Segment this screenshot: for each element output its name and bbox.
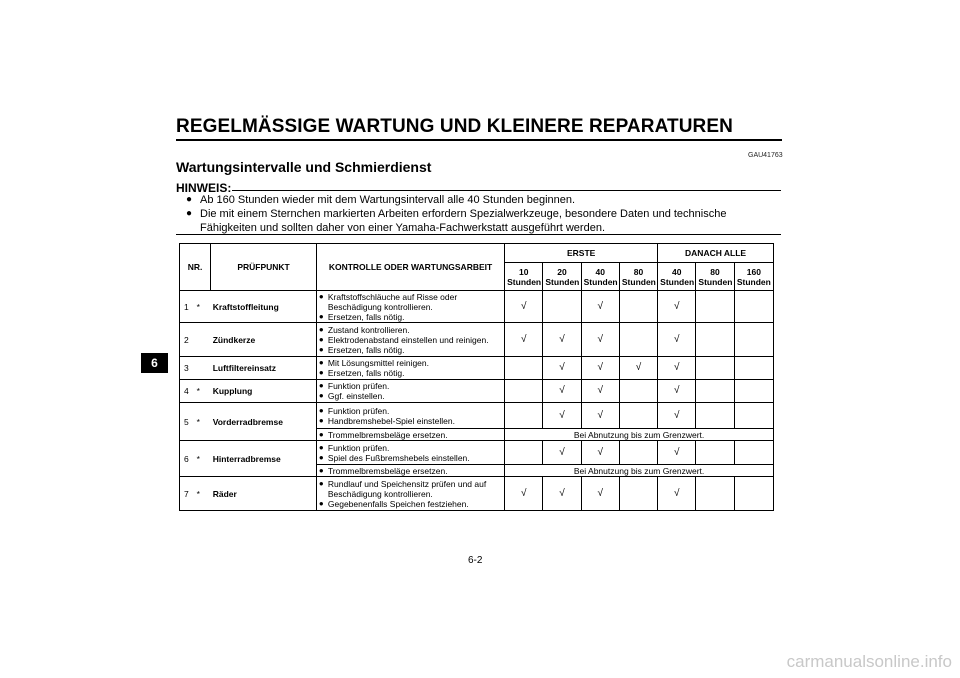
- action-item: [319, 335, 502, 345]
- action-text: Kraftstoffschläuche auf Risse oder Beschädigung kontrollieren.: [327, 291, 458, 312]
- check-mark: √: [581, 477, 619, 511]
- action-text: Elektrodenabstand einstellen und reinigen.: [327, 334, 489, 345]
- empty-cell: [619, 380, 657, 403]
- action-item: [319, 416, 502, 426]
- action-item: [319, 479, 502, 499]
- check-mark: √: [543, 357, 581, 380]
- interval-header: 80 Stunden: [619, 263, 657, 291]
- check-item: Zündkerze: [211, 323, 317, 357]
- action-text: Rundlauf und Speichensitz prüfen und auf Beschädigung kontrollieren.: [327, 478, 487, 499]
- action-text: Ersetzen, falls nötig.: [327, 368, 405, 378]
- check-mark: √: [581, 441, 619, 465]
- action-text: Spiel des Fußbremshebels einstellen.: [327, 452, 470, 463]
- special-tool-star: *: [197, 291, 211, 323]
- bullet-icon: ●: [318, 478, 324, 488]
- special-tool-star: [197, 323, 211, 357]
- check-mark: √: [658, 380, 696, 403]
- maintenance-table: [179, 243, 774, 511]
- interval-header: 160 Stunden: [734, 263, 773, 291]
- check-mark: √: [658, 291, 696, 323]
- bullet-icon: ●: [318, 429, 324, 439]
- check-mark: √: [543, 380, 581, 403]
- row-number: 3: [180, 357, 197, 380]
- empty-cell: [734, 380, 773, 403]
- action-text: Ersetzen, falls nötig.: [327, 344, 405, 355]
- action-text: Trommelbremsbeläge ersetzen.: [327, 465, 448, 476]
- check-mark: √: [658, 441, 696, 465]
- action-item: [319, 406, 502, 416]
- table-row: [180, 380, 774, 403]
- empty-cell: [696, 380, 734, 403]
- empty-cell: [734, 477, 773, 511]
- check-mark: √: [581, 357, 619, 380]
- bullet-icon: ●: [318, 465, 324, 475]
- check-item: Hinterradbremse: [211, 441, 317, 477]
- header-first: ERSTE: [505, 244, 658, 263]
- empty-cell: [734, 323, 773, 357]
- action-item: [319, 466, 502, 476]
- empty-cell: [505, 403, 543, 429]
- action-text: Funktion prüfen.: [327, 442, 390, 453]
- action-text: Mit Lösungsmittel reinigen.: [327, 358, 429, 368]
- table-row: [180, 403, 774, 429]
- note-text: Die mit einem Sternchen markierten Arbeiten erfordern Spezialwerkzeuge, besondere Daten und technische Fähigkeiten und sollten daher von einer Yamaha-Fachwerkstatt ausgeführt werden.: [200, 208, 727, 234]
- bullet-icon: ●: [318, 391, 324, 400]
- action-item: [319, 312, 502, 322]
- empty-cell: [734, 403, 773, 429]
- bullet-icon: ●: [318, 334, 324, 344]
- action-cell: [316, 291, 504, 323]
- check-item: Räder: [211, 477, 317, 511]
- table-body: [180, 291, 774, 511]
- bullet-icon: ●: [186, 208, 193, 219]
- action-text: Handbremshebel-Spiel einstellen.: [327, 415, 455, 426]
- check-item: Kraftstoffleitung: [211, 291, 317, 323]
- check-mark: √: [581, 323, 619, 357]
- row-number: 5: [180, 403, 197, 441]
- action-item: [319, 391, 502, 401]
- empty-cell: [696, 403, 734, 429]
- interval-header: 20 Stunden: [543, 263, 581, 291]
- action-item: [319, 443, 502, 453]
- special-tool-star: *: [197, 441, 211, 477]
- action-cell: [316, 441, 504, 465]
- interval-header: 40 Stunden: [658, 263, 696, 291]
- bullet-icon: ●: [318, 358, 324, 367]
- note-rule: [232, 190, 781, 191]
- check-mark: √: [543, 323, 581, 357]
- empty-cell: [696, 477, 734, 511]
- empty-cell: [619, 441, 657, 465]
- bullet-icon: ●: [318, 498, 324, 508]
- empty-cell: [619, 323, 657, 357]
- action-text: Ersetzen, falls nötig.: [327, 311, 405, 322]
- special-tool-star: *: [197, 380, 211, 403]
- bullet-icon: ●: [318, 311, 324, 321]
- check-mark: √: [505, 477, 543, 511]
- note-list: [186, 193, 786, 235]
- check-mark: √: [543, 441, 581, 465]
- bullet-icon: ●: [318, 344, 324, 354]
- check-mark: √: [658, 403, 696, 429]
- row-number: 1: [180, 291, 197, 323]
- action-cell: [316, 357, 504, 380]
- empty-cell: [696, 357, 734, 380]
- empty-cell: [619, 477, 657, 511]
- header-item: PRÜFPUNKT: [211, 244, 317, 291]
- empty-cell: [619, 291, 657, 323]
- title-rule: [176, 139, 782, 141]
- action-item: [319, 368, 502, 378]
- header-action: KONTROLLE ODER WARTUNGSARBEIT: [316, 244, 504, 291]
- special-tool-star: [197, 357, 211, 380]
- action-item: [319, 358, 502, 368]
- header-nr: NR.: [180, 244, 211, 291]
- empty-cell: [543, 291, 581, 323]
- empty-cell: [696, 291, 734, 323]
- empty-cell: [734, 441, 773, 465]
- action-text: Zustand kontrollieren.: [327, 324, 410, 335]
- bullet-icon: ●: [318, 324, 324, 334]
- page-number: 6-2: [468, 555, 483, 566]
- empty-cell: [696, 441, 734, 465]
- section-title: Wartungsintervalle und Schmierdienst: [176, 159, 432, 175]
- row-number: 7: [180, 477, 197, 511]
- check-mark: √: [543, 403, 581, 429]
- action-item: [319, 430, 502, 440]
- check-mark: √: [505, 323, 543, 357]
- check-item: Kupplung: [211, 380, 317, 403]
- empty-cell: [619, 403, 657, 429]
- bullet-icon: ●: [318, 405, 324, 415]
- bullet-icon: ●: [318, 368, 324, 377]
- table-row: [180, 291, 774, 323]
- interval-note: Bei Abnutzung bis zum Grenzwert.: [505, 429, 774, 441]
- action-cell: [316, 380, 504, 403]
- empty-cell: [505, 441, 543, 465]
- special-tool-star: *: [197, 403, 211, 441]
- note-item: [186, 207, 786, 235]
- action-cell: [316, 465, 504, 477]
- chapter-tab: 6: [141, 353, 168, 373]
- interval-header: 10 Stunden: [505, 263, 543, 291]
- bullet-icon: ●: [318, 381, 324, 390]
- action-item: [319, 345, 502, 355]
- action-text: Funktion prüfen.: [327, 381, 390, 391]
- interval-note: Bei Abnutzung bis zum Grenzwert.: [505, 465, 774, 477]
- check-mark: √: [581, 380, 619, 403]
- action-item: [319, 381, 502, 391]
- action-item: [319, 292, 502, 312]
- table-row: [180, 357, 774, 380]
- check-mark: √: [505, 291, 543, 323]
- special-tool-star: *: [197, 477, 211, 511]
- check-mark: √: [658, 477, 696, 511]
- row-number: 6: [180, 441, 197, 477]
- check-mark: √: [619, 357, 657, 380]
- empty-cell: [696, 323, 734, 357]
- action-cell: [316, 429, 504, 441]
- watermark: carmanualsonline.info: [786, 652, 952, 671]
- table-row: [180, 323, 774, 357]
- empty-cell: [505, 380, 543, 403]
- section-code: GAU41763: [748, 152, 783, 159]
- action-cell: [316, 477, 504, 511]
- row-number: 4: [180, 380, 197, 403]
- action-item: [319, 499, 502, 509]
- interval-header: 40 Stunden: [581, 263, 619, 291]
- action-item: [319, 453, 502, 463]
- bullet-icon: ●: [318, 415, 324, 425]
- header-then: DANACH ALLE: [658, 244, 774, 263]
- bullet-icon: ●: [318, 291, 324, 301]
- action-cell: [316, 403, 504, 429]
- check-mark: √: [581, 403, 619, 429]
- check-mark: √: [581, 291, 619, 323]
- action-text: Trommelbremsbeläge ersetzen.: [327, 429, 448, 440]
- note-label: HINWEIS:: [176, 181, 232, 195]
- table-row: [180, 477, 774, 511]
- bullet-icon: ●: [318, 442, 324, 452]
- empty-cell: [505, 357, 543, 380]
- row-number: 2: [180, 323, 197, 357]
- note-item: [186, 193, 786, 207]
- note-text: Ab 160 Stunden wieder mit dem Wartungsintervall alle 40 Stunden beginnen.: [200, 194, 576, 206]
- interval-header: 80 Stunden: [696, 263, 734, 291]
- table-row: [180, 441, 774, 465]
- check-mark: √: [543, 477, 581, 511]
- note-end-rule: [176, 234, 781, 235]
- bullet-icon: ●: [186, 194, 193, 205]
- action-item: [319, 325, 502, 335]
- bullet-icon: ●: [318, 452, 324, 462]
- page-title: REGELMÄSSIGE WARTUNG UND KLEINERE REPARATUREN: [176, 116, 733, 137]
- check-mark: √: [658, 357, 696, 380]
- check-item: Luftfiltereinsatz: [211, 357, 317, 380]
- empty-cell: [734, 291, 773, 323]
- action-text: Funktion prüfen.: [327, 405, 390, 416]
- check-mark: √: [658, 323, 696, 357]
- check-item: Vorderradbremse: [211, 403, 317, 441]
- action-text: Ggf. einstellen.: [327, 391, 385, 401]
- action-cell: [316, 323, 504, 357]
- empty-cell: [734, 357, 773, 380]
- action-text: Gegebenenfalls Speichen festziehen.: [327, 498, 469, 509]
